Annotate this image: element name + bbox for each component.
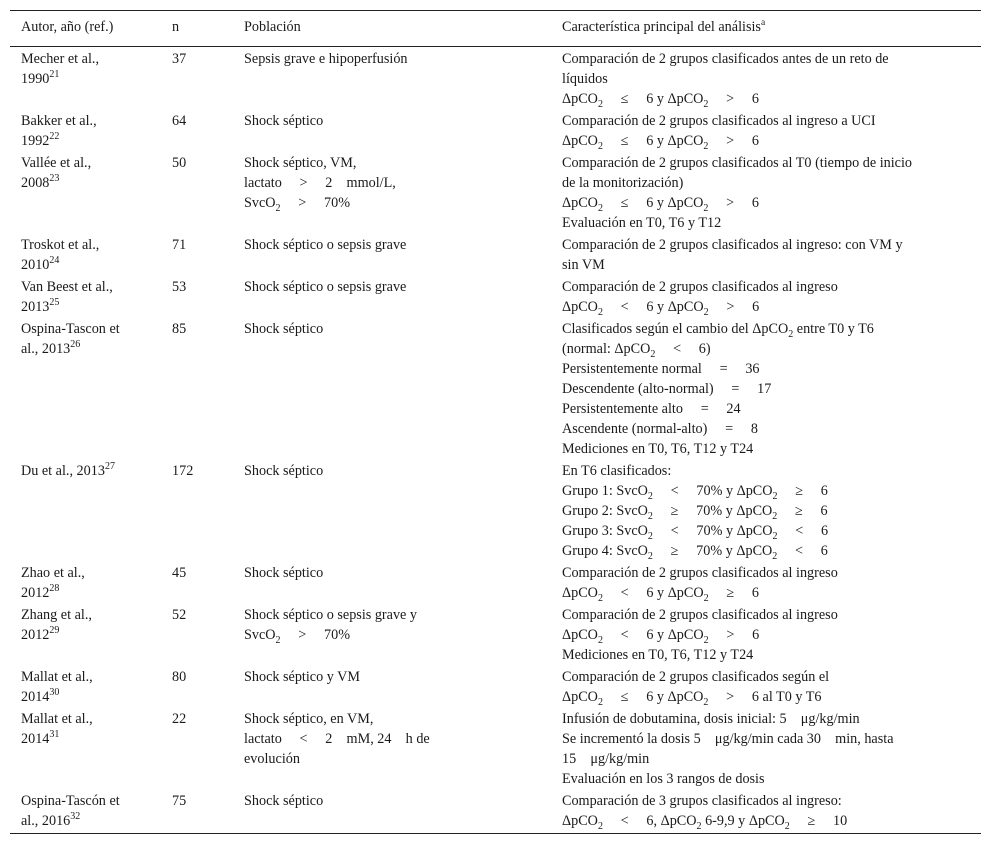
population-cell-line: SvcO$_2$ > 70% [244, 195, 351, 214]
population-cell [233, 152, 551, 234]
author-cell-line: 2012$^{28}$ [21, 583, 60, 601]
author-cell-line: Mecher et al., [21, 51, 99, 67]
author-cell-line: al., 2016$^{32}$ [21, 811, 81, 829]
analysis-cell [551, 234, 981, 276]
author-cell-line: 1990$^{21}$ [21, 69, 60, 87]
population-cell-line: lactato > 2 mmol/L, [244, 175, 396, 191]
author-cell [10, 152, 161, 234]
n-cell [161, 47, 233, 111]
author-cell [10, 276, 161, 318]
author-cell-line: 2014$^{31}$ [21, 729, 60, 747]
table-row [10, 47, 981, 111]
n-cell [161, 318, 233, 460]
n-cell [161, 234, 233, 276]
analysis-cell [551, 562, 981, 604]
n-cell-line: 22 [172, 711, 187, 727]
analysis-cell-line: Ascendente (normal-alto) = 8 [562, 421, 758, 437]
author-cell-line: 2014$^{30}$ [21, 687, 60, 705]
population-cell-line: Shock séptico [244, 565, 324, 581]
author-cell [10, 234, 161, 276]
n-cell-line: 85 [172, 321, 187, 337]
author-cell-line: 2013$^{25}$ [21, 297, 60, 315]
population-cell [233, 790, 551, 834]
population-cell-line: Shock séptico [244, 113, 324, 129]
author-cell-line: Vallée et al., [21, 155, 92, 171]
table-row [10, 152, 981, 234]
analysis-cell-line: ΔpCO$_2$ ≤ 6 y ΔpCO$_2$ > 6 al T0 y T6 [562, 689, 822, 708]
author-cell-line: Du et al., 2013$^{27}$ [21, 461, 115, 479]
analysis-cell-line: (normal: ΔpCO$_2$ < 6) [562, 341, 711, 360]
population-cell-line: Shock séptico, en VM, [244, 711, 374, 727]
author-cell-line: Ospina-Tascon et [21, 321, 120, 337]
analysis-cell-line: Comparación de 2 grupos clasificados al ingreso a UCI [562, 113, 876, 129]
table-row [10, 460, 981, 562]
analysis-cell-line: 15 μg/kg/min [562, 751, 650, 767]
population-cell [233, 708, 551, 790]
col-header-analysis [551, 11, 981, 47]
population-cell-line: Shock séptico [244, 321, 324, 337]
author-cell [10, 790, 161, 834]
analysis-cell-line: ΔpCO$_2$ < 6 y ΔpCO$_2$ > 6 [562, 299, 760, 318]
analysis-cell [551, 666, 981, 708]
analysis-cell [551, 152, 981, 234]
analysis-cell-line: Se incrementó la dosis 5 μg/kg/min cada 30 min, hasta [562, 731, 894, 747]
table-row [10, 110, 981, 152]
n-cell [161, 562, 233, 604]
author-cell [10, 666, 161, 708]
n-cell-line: 52 [172, 607, 187, 623]
analysis-cell-line: Comparación de 2 grupos clasificados al ingreso [562, 565, 838, 581]
author-cell-line: 2010$^{24}$ [21, 255, 60, 273]
population-cell-line: lactato < 2 mM, 24 h de [244, 731, 430, 747]
col-header-analysis-label: Característica principal del análisis [562, 19, 761, 35]
author-cell-line: Bakker et al., [21, 113, 97, 129]
population-cell-line: Sepsis grave e hipoperfusión [244, 51, 408, 67]
n-cell [161, 276, 233, 318]
analysis-cell-line: Comparación de 2 grupos clasificados al ingreso [562, 607, 838, 623]
population-cell [233, 562, 551, 604]
analysis-cell-line: Comparación de 2 grupos clasificados según el [562, 669, 830, 685]
population-cell-line: Shock séptico y VM [244, 669, 360, 685]
population-cell [233, 604, 551, 666]
author-cell-line: 2008$^{23}$ [21, 173, 60, 191]
n-cell-line: 50 [172, 155, 187, 171]
author-cell-line: 1992$^{22}$ [21, 131, 60, 149]
table-row [10, 318, 981, 460]
author-cell-line: 2012$^{29}$ [21, 625, 60, 643]
n-cell [161, 110, 233, 152]
population-cell [233, 460, 551, 562]
n-cell-line: 37 [172, 51, 187, 67]
analysis-cell-line: Descendente (alto-normal) = 17 [562, 381, 772, 397]
analysis-cell-line: Clasificados según el cambio del ΔpCO$_2$ entre T0 y T6 [562, 321, 874, 340]
population-cell-line: evolución [244, 751, 300, 767]
author-cell [10, 47, 161, 111]
population-cell-line: Shock séptico [244, 793, 324, 809]
population-cell [233, 110, 551, 152]
analysis-cell-line: Grupo 4: SvcO$_2$ ≥ 70% y ΔpCO$_2$ < 6 [562, 543, 828, 562]
analysis-cell [551, 708, 981, 790]
header-row [10, 11, 981, 47]
n-cell-line: 71 [172, 237, 187, 253]
n-cell-line: 172 [172, 463, 194, 479]
col-header-author: Autor, año (ref.) [10, 11, 161, 47]
author-cell-line: Troskot et al., [21, 237, 100, 253]
analysis-cell-line: Grupo 3: SvcO$_2$ < 70% y ΔpCO$_2$ < 6 [562, 523, 829, 542]
n-cell-line: 64 [172, 113, 187, 129]
col-header-n: n [161, 11, 233, 47]
author-cell [10, 604, 161, 666]
col-header-population: Población [233, 11, 551, 47]
table-row [10, 790, 981, 834]
author-cell-line: Mallat et al., [21, 711, 93, 727]
author-cell-line: al., 2013$^{26}$ [21, 339, 81, 357]
population-cell-line: SvcO$_2$ > 70% [244, 627, 351, 646]
analysis-cell-line: ΔpCO$_2$ ≤ 6 y ΔpCO$_2$ > 6 [562, 195, 759, 214]
author-cell-line: Zhang et al., [21, 607, 92, 623]
analysis-cell-line: Mediciones en T0, T6, T12 y T24 [562, 441, 754, 457]
analysis-cell-line: ΔpCO$_2$ < 6 y ΔpCO$_2$ > 6 [562, 627, 760, 646]
author-cell [10, 318, 161, 460]
n-cell-line: 45 [172, 565, 187, 581]
n-cell [161, 708, 233, 790]
n-cell-line: 53 [172, 279, 187, 295]
analysis-cell-line: Infusión de dobutamina, dosis inicial: 5 μg/kg/min [562, 711, 860, 727]
population-cell-line: Shock séptico, VM, [244, 155, 357, 171]
population-cell-line: Shock séptico [244, 463, 324, 479]
analysis-cell [551, 460, 981, 562]
population-cell [233, 318, 551, 460]
analysis-cell [551, 790, 981, 834]
analysis-cell [551, 110, 981, 152]
analysis-cell-line: Persistentemente alto = 24 [562, 401, 741, 417]
analysis-cell-line: de la monitorización) [562, 175, 684, 191]
analysis-cell-line: Evaluación en los 3 rangos de dosis [562, 771, 765, 787]
analysis-cell [551, 276, 981, 318]
analysis-cell-line: Grupo 2: SvcO$_2$ ≥ 70% y ΔpCO$_2$ ≥ 6 [562, 503, 828, 522]
analysis-cell-line: ΔpCO$_2$ < 6, ΔpCO$_2$ 6-9,9 y ΔpCO$_2$ ≥ 10 [562, 813, 848, 832]
author-cell-line: Zhao et al., [21, 565, 85, 581]
studies-table [10, 10, 981, 834]
analysis-cell-line: ΔpCO$_2$ < 6 y ΔpCO$_2$ ≥ 6 [562, 585, 759, 604]
population-cell-line: Shock séptico o sepsis grave [244, 279, 407, 295]
analysis-cell-line: Mediciones en T0, T6, T12 y T24 [562, 647, 754, 663]
author-cell-line: Mallat et al., [21, 669, 93, 685]
n-cell [161, 604, 233, 666]
analysis-cell-line: Comparación de 2 grupos clasificados antes de un reto de [562, 51, 889, 67]
table-row [10, 234, 981, 276]
table-row [10, 604, 981, 666]
analysis-cell-line: Persistentemente normal = 36 [562, 361, 760, 377]
analysis-cell-line: En T6 clasificados: [562, 463, 672, 479]
n-cell-line: 75 [172, 793, 187, 809]
analysis-cell-line: Evaluación en T0, T6 y T12 [562, 215, 722, 231]
analysis-cell-line: sin VM [562, 257, 605, 273]
n-cell [161, 152, 233, 234]
population-cell [233, 47, 551, 111]
analysis-cell-line: líquidos [562, 71, 608, 87]
analysis-cell-line: ΔpCO$_2$ ≤ 6 y ΔpCO$_2$ > 6 [562, 91, 759, 110]
analysis-cell-line: ΔpCO$_2$ ≤ 6 y ΔpCO$_2$ > 6 [562, 133, 759, 152]
analysis-cell-line: Grupo 1: SvcO$_2$ < 70% y ΔpCO$_2$ ≥ 6 [562, 483, 828, 502]
population-cell [233, 666, 551, 708]
header-footnote-mark: a [760, 18, 766, 28]
author-cell-line: Van Beest et al., [21, 279, 113, 295]
analysis-cell-line: Comparación de 2 grupos clasificados al ingreso [562, 279, 838, 295]
author-cell-line: Ospina-Tascón et [21, 793, 120, 809]
table-row [10, 276, 981, 318]
author-cell [10, 110, 161, 152]
population-cell-line: Shock séptico o sepsis grave y [244, 607, 417, 623]
table-row [10, 562, 981, 604]
analysis-cell-line: Comparación de 2 grupos clasificados al T0 (tiempo de inicio [562, 155, 912, 171]
analysis-cell [551, 318, 981, 460]
author-cell [10, 562, 161, 604]
table-row [10, 666, 981, 708]
author-cell [10, 460, 161, 562]
n-cell [161, 666, 233, 708]
n-cell [161, 790, 233, 834]
author-cell [10, 708, 161, 790]
population-cell-line: Shock séptico o sepsis grave [244, 237, 407, 253]
analysis-cell [551, 47, 981, 111]
analysis-cell [551, 604, 981, 666]
n-cell-line: 80 [172, 669, 187, 685]
table-row [10, 708, 981, 790]
population-cell [233, 234, 551, 276]
table-body [10, 47, 981, 834]
analysis-cell-line: Comparación de 2 grupos clasificados al ingreso: con VM y [562, 237, 903, 253]
analysis-cell-line: Comparación de 3 grupos clasificados al ingreso: [562, 793, 842, 809]
population-cell [233, 276, 551, 318]
n-cell [161, 460, 233, 562]
